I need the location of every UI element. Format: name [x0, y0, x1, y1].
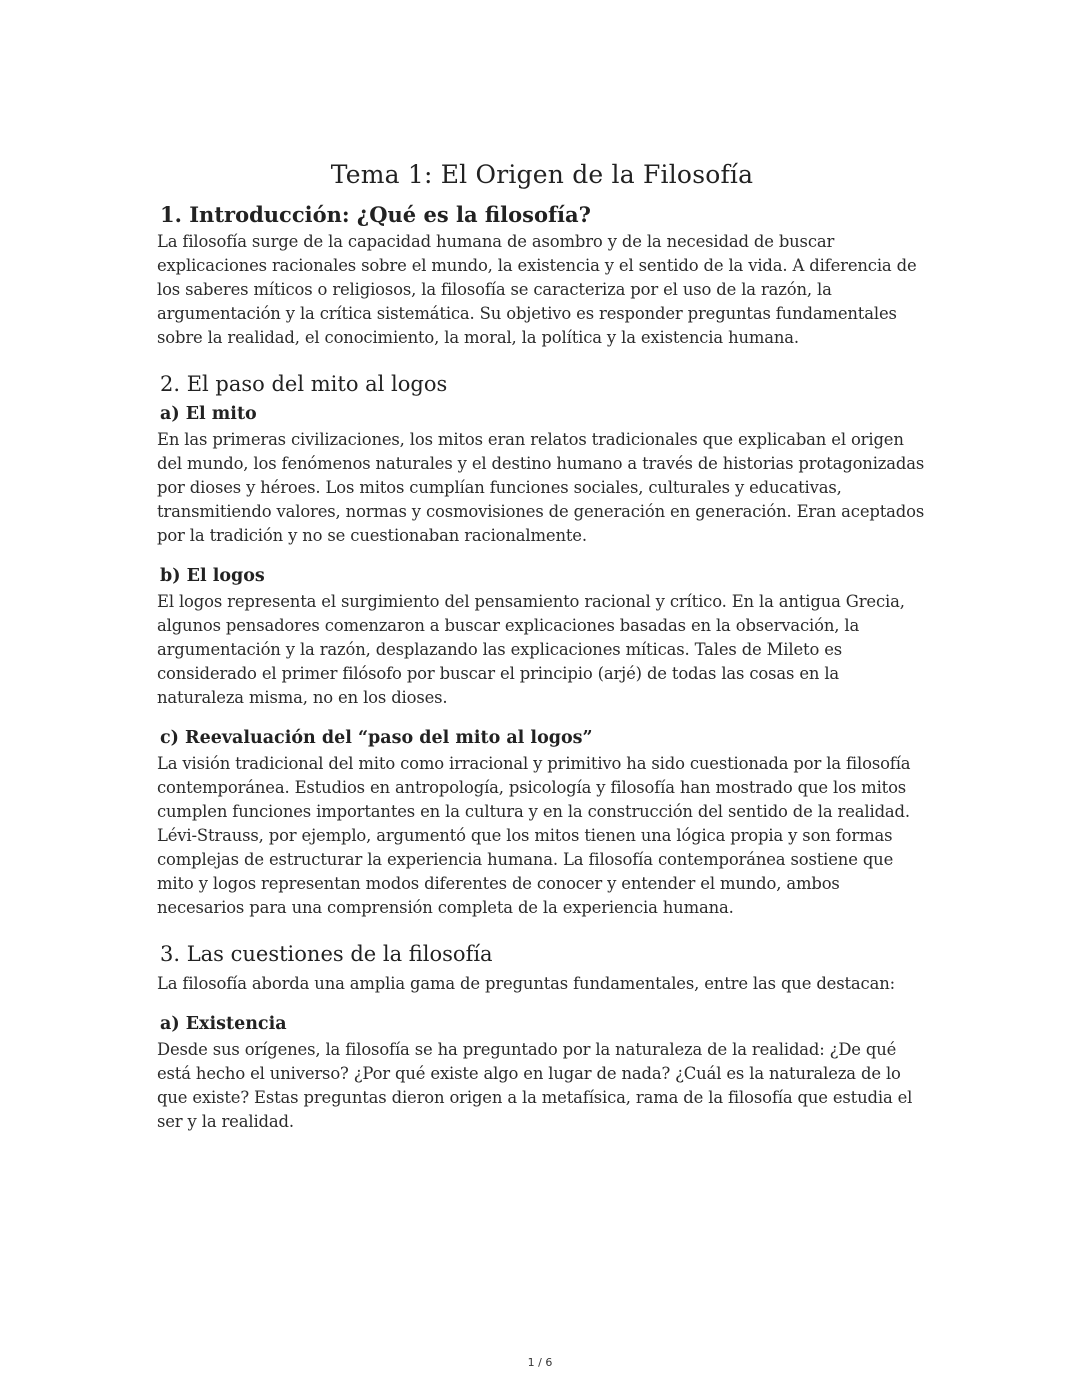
- paragraph-existencia: Desde sus orígenes, la filosofía se ha preguntado por la naturaleza de la realidad: ¿De qué está hecho el universo? ¿Por qué existe algo en lugar de nada? ¿Cuál es la naturaleza de lo que existe? Estas preguntas dieron origen a la metafísica, rama de la filosofía que estudia el ser y la realidad.: [157, 1040, 913, 1131]
- paragraph-cuestiones-intro: La filosofía aborda una amplia gama de preguntas fundamentales, entre las que destacan:: [157, 974, 895, 993]
- subheading-existencia: a) Existencia: [160, 1014, 287, 1034]
- spacer: [157, 996, 927, 1012]
- paragraph-introduccion: La filosofía surge de la capacidad humana de asombro y de la necesidad de buscar explicaciones racionales sobre el mundo, la existencia y el sentido de la vida. A diferencia de los saberes míticos o religiosos, la filosofía se caracteriza por el uso de la razón, la argumentación y la crítica sistemática. Su objetivo es responder preguntas fundamentales sobre la realidad, el conocimiento, la moral, la política y la existencia humana.: [157, 232, 917, 347]
- spacer: [157, 350, 927, 370]
- spacer: [157, 710, 927, 726]
- spacer: [157, 548, 927, 564]
- spacer: [157, 920, 927, 940]
- paragraph-el-logos: El logos representa el surgimiento del pensamiento racional y crítico. En la antigua Grecia, algunos pensadores comenzaron a buscar explicaciones basadas en la observación, la argumentación y la razón, desplazando las explicaciones míticas. Tales de Mileto es considerado el primer filósofo por buscar el principio (arjé) de todas las cosas en la naturaleza misma, no en los dioses.: [157, 592, 905, 707]
- section-heading-introduccion: 1. Introducción: ¿Qué es la filosofía?: [160, 202, 591, 227]
- section-heading-cuestiones: 3. Las cuestiones de la filosofía: [160, 942, 493, 966]
- paragraph-reevaluacion: La visión tradicional del mito como irracional y primitivo ha sido cuestionada por la filosofía contemporánea. Estudios en antropología, psicología y filosofía han mostrado que los mitos cumplen funciones importantes en la cultura y en la construcción del sentido de la realidad. Lévi-Strauss, por ejemplo, argumentó que los mitos tienen una lógica propia y son formas complejas de estructurar la experiencia humana. La filosofía contemporánea sostiene que mito y logos representan modos diferentes de conocer y entender el mundo, ambos necesarios para una comprensión completa de la experiencia humana.: [157, 754, 911, 917]
- paragraph-el-mito: En las primeras civilizaciones, los mitos eran relatos tradicionales que explicaban el origen del mundo, los fenómenos naturales y el destino humano a través de historias protagonizadas por dioses y héroes. Los mitos cumplían funciones sociales, culturales y educativas, transmitiendo valores, normas y cosmovisiones de generación en generación. Eran aceptados por la tradición y no se cuestionaban racionalmente.: [157, 430, 925, 545]
- section-heading-mito-logos: 2. El paso del mito al logos: [160, 372, 448, 396]
- document-content: [157, 158, 927, 1134]
- page-number: 1 / 6: [527, 1356, 553, 1369]
- subheading-el-logos: b) El logos: [160, 566, 265, 586]
- subheading-reevaluacion: c) Reevaluación del “paso del mito al logos”: [160, 728, 593, 748]
- document-title: Tema 1: El Origen de la Filosofía: [330, 160, 754, 189]
- subheading-el-mito: a) El mito: [160, 404, 257, 424]
